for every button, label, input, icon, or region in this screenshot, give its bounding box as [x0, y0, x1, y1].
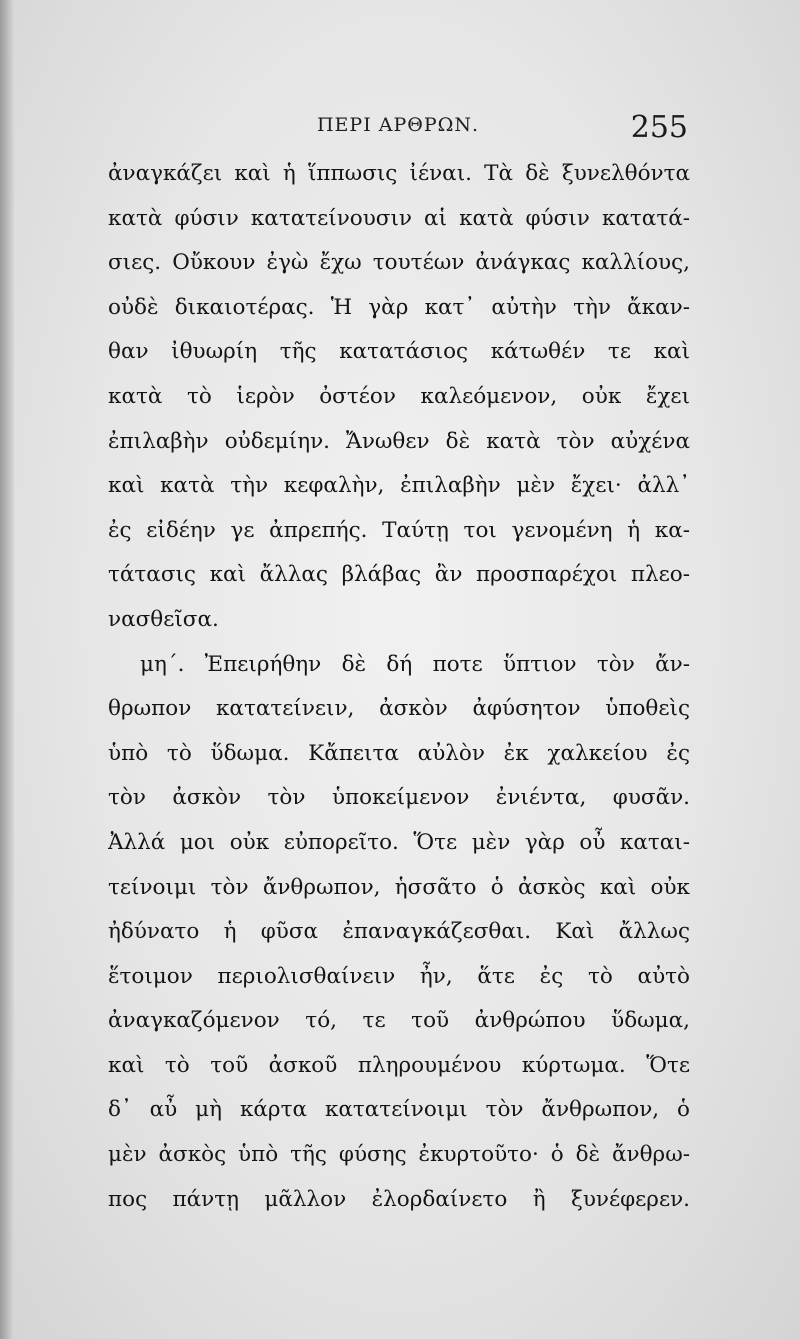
text-line: Ἀλλά μοι οὐκ εὐπορεῖτο. Ὅτε μὲν γὰρ οὖ καται- [108, 829, 690, 855]
body-text [108, 152, 690, 1222]
text-line: τάτασις καὶ ἄλλας βλάβας ἂν προσπαρέχοι πλεο- [108, 562, 690, 588]
text-line: ἀναγκαζόμενον τό, τε τοῦ ἀνθρώπου ὕδωμα, [108, 1008, 690, 1034]
text-line: ἐς εἰδέην γε ἀπρεπής. Ταύτῃ τοι γενομένη ἡ κα- [108, 517, 690, 543]
page-number: 255 [630, 110, 688, 145]
section-start-line: μη΄. Ἐπειρήθην δὲ δή ποτε ὕπτιον τὸν ἄν- [140, 651, 690, 677]
text-line: κατὰ τὸ ἱερὸν ὀστέον καλεόμενον, οὐκ ἔχει [108, 383, 690, 409]
text-line: τείνοιμι τὸν ἄνθρωπον, ἡσσᾶτο ὁ ἀσκὸς καὶ οὐκ [108, 874, 690, 900]
text-line: θρωπον κατατείνειν, ἀσκὸν ἀφύσητον ὑποθεὶς [108, 696, 690, 722]
text-line: νασθεῖσα. [108, 606, 219, 632]
text-line: σιες. Οὔκουν ἐγὼ ἔχω τουτέων ἀνάγκας καλλίους, [108, 250, 690, 276]
running-head: ΠΕΡΙ ΑΡΘΡΩΝ. [316, 114, 480, 136]
text-line: οὐδὲ δικαιοτέρας. Ἡ γὰρ κατ᾽ αὐτὴν τὴν ἄκαν- [108, 294, 690, 320]
text-line: πος πάντῃ μᾶλλον ἐλορδαίνετο ἢ ξυνέφερεν. [108, 1186, 690, 1212]
text-line: καὶ κατὰ τὴν κεφαλὴν, ἐπιλαβὴν μὲν ἔχει· ἀλλ᾽ [108, 473, 690, 499]
text-line: δ᾽ αὖ μὴ κάρτα κατατείνοιμι τὸν ἄνθρωπον, ὁ [108, 1097, 690, 1123]
text-line: ἠδύνατο ἡ φῦσα ἐπαναγκάζεσθαι. Καὶ ἄλλως [108, 919, 690, 945]
text-line: θαν ἰθυωρίη τῆς κατατάσιος κάτωθέν τε καὶ [108, 339, 690, 365]
page-header [108, 110, 688, 150]
text-line: ἀναγκάζει καὶ ἡ ἵππωσις ἰέναι. Τὰ δὲ ξυνελθόντα [108, 161, 690, 186]
page-edge [0, 0, 14, 1339]
text-line: καὶ τὸ τοῦ ἀσκοῦ πληρουμένου κύρτωμα. Ὅτε [108, 1052, 690, 1078]
text-line: ἕτοιμον περιολισθαίνειν ἦν, ἅτε ἐς τὸ αὐτὸ [108, 963, 690, 989]
text-line: μὲν ἀσκὸς ὑπὸ τῆς φύσης ἐκυρτοῦτο· ὁ δὲ ἄνθρω- [108, 1142, 690, 1168]
text-line: ὑπὸ τὸ ὕδωμα. Κἄπειτα αὐλὸν ἐκ χαλκείου ἐς [108, 740, 690, 766]
text-line: ἐπιλαβὴν οὐδεμίην. Ἄνωθεν δὲ κατὰ τὸν αὐχένα [108, 428, 690, 454]
text-line: κατὰ φύσιν κατατείνουσιν αἱ κατὰ φύσιν κατατά- [108, 205, 690, 231]
text-line: τὸν ἀσκὸν τὸν ὑποκείμενον ἐνιέντα, φυσᾶν. [108, 785, 690, 811]
